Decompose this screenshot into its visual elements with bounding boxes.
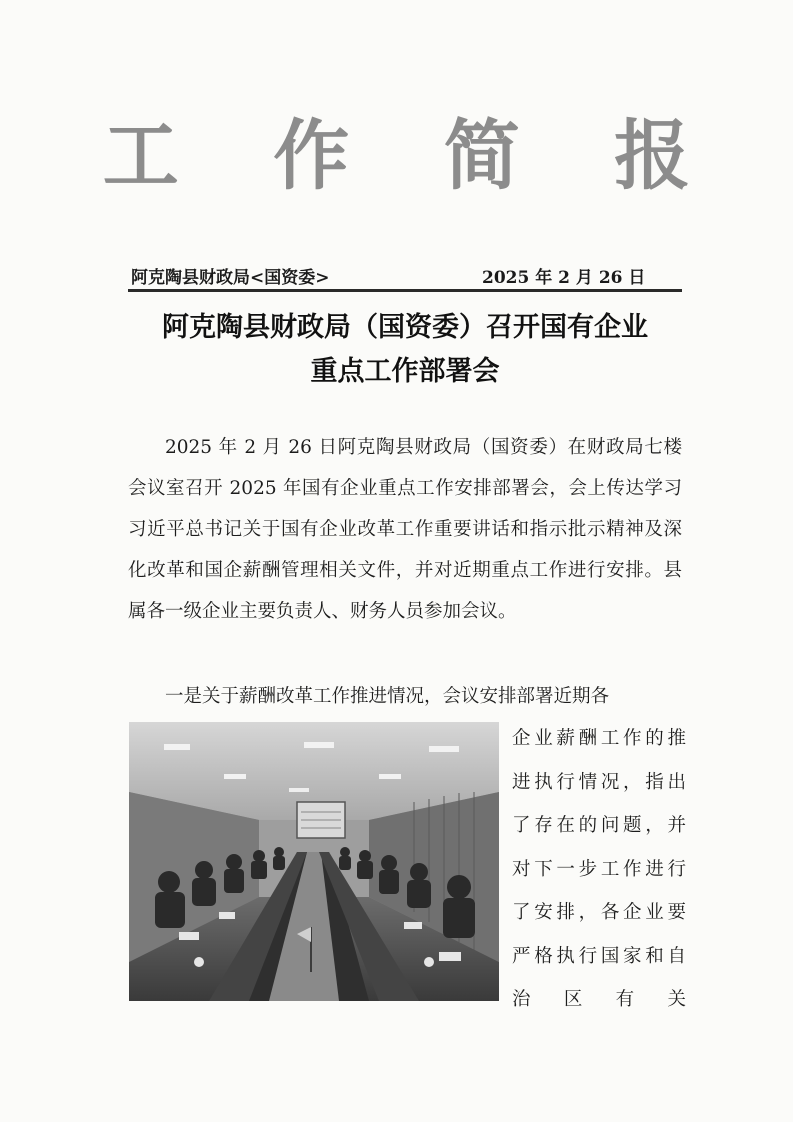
issuer-name: 阿克陶县财政局<国资委> [131, 268, 330, 288]
paragraph-1: 2025 年 2 月 26 日阿克陶县财政局（国资委）在财政局七楼会议室召开 2025 年国有企业重点工作安排部署会，会上传达学习习近平总书记关于国有企业改革工作重要讲话和指示批示精神及深化改革和国企薪酬管理相关文件，并对近期重点工作进行安排。县属各一级企业主要负责人、财务人员参加会议。 [128, 437, 682, 622]
article-title-line1: 阿克陶县财政局（国资委）召开国有企业 [162, 312, 648, 343]
article-title-line2: 重点工作部署会 [310, 356, 500, 387]
masthead-title: 工 作 简 报 [102, 111, 725, 200]
paragraph-2-intro: 一是关于薪酬改革工作推进情况，会议安排部署近期各 [165, 686, 610, 707]
paragraph-2-side: 企业薪酬工作的推进执行情况，指出了存在的问题，并对下一步工作进行了安排，各企业要严格执行国家和自治区有关 [512, 728, 687, 1010]
issue-date: 2025 年 2 月 26 日 [482, 268, 646, 288]
article-title [128, 306, 682, 394]
meeting-room-photo-icon [129, 722, 499, 1001]
header-rule [128, 289, 682, 292]
meeting-photo [129, 722, 499, 1001]
